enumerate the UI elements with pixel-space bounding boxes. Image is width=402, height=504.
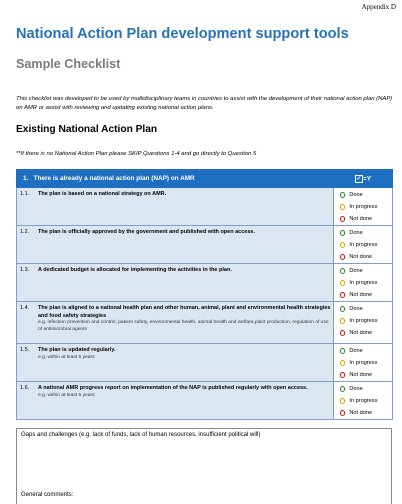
page-subtitle: Sample Checklist [16, 57, 121, 71]
option-label: Not done [349, 372, 373, 378]
checklist-header-row [17, 170, 393, 188]
option-done[interactable] [340, 189, 392, 201]
question-number: 1.5. [20, 347, 30, 353]
options-cell [334, 226, 393, 264]
option-label: Done [349, 306, 363, 312]
green-ring-icon[interactable] [340, 192, 345, 197]
option-not-done[interactable] [340, 327, 392, 339]
option-label: Done [349, 348, 363, 354]
amber-ring-icon[interactable] [340, 204, 345, 209]
option-done[interactable] [340, 383, 392, 395]
option-not-done[interactable] [340, 251, 392, 263]
option-label: Not done [349, 216, 373, 222]
question-text: The plan is based on a national strategy on AMR. [38, 191, 167, 197]
section-heading: Existing National Action Plan [16, 124, 158, 135]
checkbox-icon: ✓ [356, 175, 362, 182]
option-label: In progress [349, 398, 378, 404]
gaps-label: Gaps and challenges (e.g. lack of funds, lack of human resources, insufficient political will) [21, 432, 261, 438]
option-label: Done [349, 268, 363, 274]
option-not-done[interactable] [340, 213, 392, 225]
question-number: 1.1. [20, 191, 30, 197]
question-cell [17, 344, 334, 382]
option-not-done[interactable] [340, 407, 392, 419]
red-ring-icon[interactable] [340, 410, 345, 415]
general-comments-label: General comments: [21, 492, 74, 498]
question-text: A dedicated budget is allocated for implementing the activities in the plan. [38, 267, 232, 273]
checklist-row [17, 226, 393, 264]
amber-ring-icon[interactable] [340, 360, 345, 365]
option-label: Not done [349, 330, 373, 336]
red-ring-icon[interactable] [340, 330, 345, 335]
option-label: Not done [349, 410, 373, 416]
green-ring-icon[interactable] [340, 268, 345, 273]
option-done[interactable] [340, 227, 392, 239]
options-cell [334, 344, 393, 382]
question-cell [17, 302, 334, 344]
header-check-cell [334, 170, 393, 188]
options-cell [334, 188, 393, 226]
options-cell [334, 302, 393, 344]
checklist-row [17, 264, 393, 302]
option-not-done[interactable] [340, 369, 392, 381]
comments-box[interactable] [16, 428, 392, 504]
checklist-row [17, 382, 393, 420]
checklist-row [17, 188, 393, 226]
option-in-progress[interactable] [340, 277, 392, 289]
red-ring-icon[interactable] [340, 372, 345, 377]
option-label: In progress [349, 318, 378, 324]
red-ring-icon[interactable] [340, 292, 345, 297]
option-in-progress[interactable] [340, 239, 392, 251]
option-done[interactable] [340, 265, 392, 277]
header-check-label: =Y [363, 175, 371, 183]
option-in-progress[interactable] [340, 201, 392, 213]
amber-ring-icon[interactable] [340, 398, 345, 403]
amber-ring-icon[interactable] [340, 280, 345, 285]
question-cell [17, 382, 334, 420]
checklist-table [16, 169, 393, 420]
option-in-progress[interactable] [340, 315, 392, 327]
question-cell [17, 188, 334, 226]
question-number: 1.4. [20, 305, 30, 311]
options-cell [334, 264, 393, 302]
option-label: In progress [349, 242, 378, 248]
option-label: Done [349, 230, 363, 236]
question-cell [17, 226, 334, 264]
header-question-cell [17, 170, 334, 188]
option-label: In progress [349, 360, 378, 366]
checklist-row [17, 302, 393, 344]
question-number: 1.6. [20, 385, 30, 391]
red-ring-icon[interactable] [340, 254, 345, 259]
option-done[interactable] [340, 303, 392, 315]
header-question-number: 1. [23, 175, 29, 182]
question-number: 1.2. [20, 229, 30, 235]
green-ring-icon[interactable] [340, 348, 345, 353]
appendix-label: Appendix D [361, 3, 396, 11]
question-text: A national AMR progress report on implementation of the NAP is published regularly with open access. [38, 385, 308, 391]
question-example: e.g. within at least 5 years [38, 354, 95, 360]
green-ring-icon[interactable] [340, 230, 345, 235]
option-label: Not done [349, 254, 373, 260]
page-title: National Action Plan development support tools [16, 26, 349, 42]
header-question-text: There is already a national action plan (NAP) on AMR [33, 175, 195, 182]
option-done[interactable] [340, 345, 392, 357]
question-text: The plan is officially approved by the government and published with open access. [38, 229, 255, 235]
question-text: The plan is aligned to a national health plan and other human, animal, plant and environmental health strategies and food safety strategies [38, 305, 331, 319]
green-ring-icon[interactable] [340, 386, 345, 391]
red-ring-icon[interactable] [340, 216, 345, 221]
question-text: The plan is updated regularly. [38, 347, 116, 353]
option-in-progress[interactable] [340, 395, 392, 407]
question-number: 1.3. [20, 267, 30, 273]
amber-ring-icon[interactable] [340, 242, 345, 247]
question-example: e.g. infection prevention and control, patient safety, environmental health, animal health and welfare,plant production, regulation of use of antimicrobial agents [38, 320, 329, 332]
green-ring-icon[interactable] [340, 306, 345, 311]
option-in-progress[interactable] [340, 357, 392, 369]
option-label: Not done [349, 292, 373, 298]
option-label: Done [349, 192, 363, 198]
option-not-done[interactable] [340, 289, 392, 301]
question-cell [17, 264, 334, 302]
amber-ring-icon[interactable] [340, 318, 345, 323]
options-cell [334, 382, 393, 420]
checklist-row [17, 344, 393, 382]
intro-paragraph: This checklist was developed to be used by multidisciplinary teams in countries to assist with the development of their national action plan (NAP) on AMR or assist with reviewing and updating existing national action plans. [16, 96, 393, 111]
question-example: e.g. within at least 5 years [38, 392, 95, 398]
option-label: In progress [349, 280, 378, 286]
skip-note: **If there is no National Action Plan please SKIP Questions 1-4 and go directly to Question 5 [16, 151, 257, 157]
option-label: Done [349, 386, 363, 392]
option-label: In progress [349, 204, 378, 210]
